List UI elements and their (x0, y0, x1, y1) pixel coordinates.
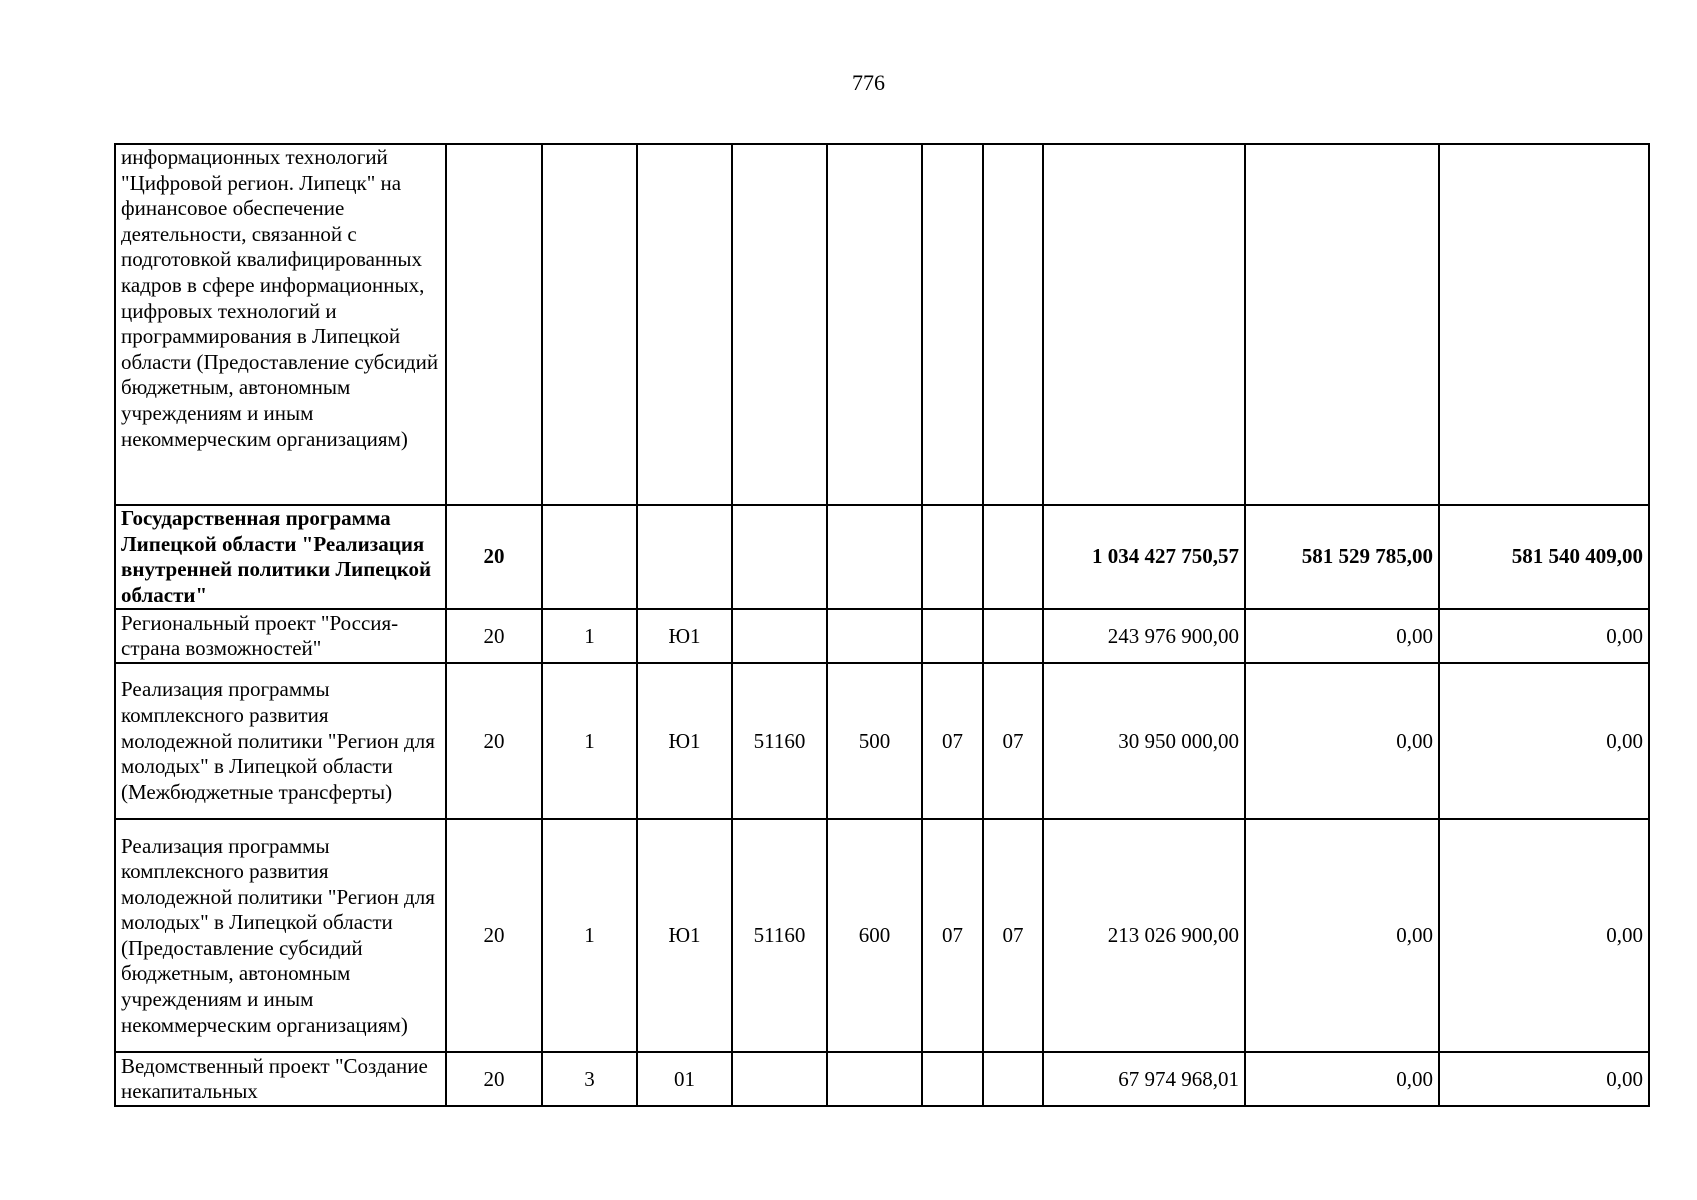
row-name: Региональный проект "Россия-страна возможностей" (115, 609, 446, 663)
code-cell: 20 (446, 1052, 542, 1106)
table-row (115, 144, 1649, 505)
code-cell: 07 (983, 819, 1043, 1052)
code-cell (732, 1052, 827, 1106)
amount-cell: 0,00 (1245, 663, 1439, 819)
code-cell: 01 (637, 1052, 732, 1106)
code-cell (922, 1052, 983, 1106)
code-cell: 500 (827, 663, 922, 819)
amount-cell: 0,00 (1439, 609, 1649, 663)
code-cell (922, 505, 983, 609)
code-cell (542, 505, 637, 609)
amount-cell (1439, 144, 1649, 505)
budget-table (114, 143, 1650, 1107)
page-number: 776 (852, 70, 885, 95)
code-cell (827, 144, 922, 505)
row-name: Государственная программа Липецкой области "Реализация внутренней политики Липецкой области" (115, 505, 446, 609)
amount-cell: 30 950 000,00 (1043, 663, 1245, 819)
code-cell: Ю1 (637, 609, 732, 663)
table-row (115, 609, 1649, 663)
amount-cell: 0,00 (1245, 819, 1439, 1052)
code-cell: 07 (983, 663, 1043, 819)
code-cell: 20 (446, 609, 542, 663)
amount-cell (1043, 144, 1245, 505)
amount-cell: 581 529 785,00 (1245, 505, 1439, 609)
code-cell: 20 (446, 663, 542, 819)
code-cell: Ю1 (637, 663, 732, 819)
table-row (115, 505, 1649, 609)
row-name: информационных технологий "Цифровой регион. Липецк" на финансовое обеспечение деятельности, связанной с подготовкой квалифицированных кадров в сфере информационных, цифровых технологий и программирования в Липецкой области (Предоставление субсидий бюджетным, автономным учреждениям и иным некоммерческим организациям) (115, 144, 446, 505)
code-cell (827, 1052, 922, 1106)
code-cell (732, 144, 827, 505)
code-cell (637, 144, 732, 505)
code-cell: 07 (922, 819, 983, 1052)
amount-cell: 581 540 409,00 (1439, 505, 1649, 609)
code-cell: Ю1 (637, 819, 732, 1052)
code-cell: 1 (542, 609, 637, 663)
code-cell (922, 609, 983, 663)
amount-cell: 0,00 (1439, 1052, 1649, 1106)
code-cell: 20 (446, 505, 542, 609)
amount-cell: 213 026 900,00 (1043, 819, 1245, 1052)
amount-cell: 1 034 427 750,57 (1043, 505, 1245, 609)
code-cell (827, 609, 922, 663)
table-row (115, 1052, 1649, 1106)
code-cell (983, 609, 1043, 663)
code-cell: 20 (446, 819, 542, 1052)
code-cell (922, 144, 983, 505)
table-row (115, 819, 1649, 1052)
row-name: Реализация программы комплексного развития молодежной политики "Регион для молодых" в Липецкой области (Межбюджетные трансферты) (115, 663, 446, 819)
table-row (115, 663, 1649, 819)
code-cell (732, 609, 827, 663)
row-name: Реализация программы комплексного развития молодежной политики "Регион для молодых" в Липецкой области (Предоставление субсидий бюджетным, автономным учреждениям и иным некоммерческим организациям) (115, 819, 446, 1052)
row-name: Ведомственный проект "Создание некапитальных (115, 1052, 446, 1106)
code-cell: 1 (542, 819, 637, 1052)
code-cell (542, 144, 637, 505)
code-cell: 51160 (732, 663, 827, 819)
code-cell: 3 (542, 1052, 637, 1106)
code-cell (732, 505, 827, 609)
amount-cell: 67 974 968,01 (1043, 1052, 1245, 1106)
amount-cell: 0,00 (1439, 819, 1649, 1052)
code-cell (827, 505, 922, 609)
code-cell: 600 (827, 819, 922, 1052)
amount-cell: 243 976 900,00 (1043, 609, 1245, 663)
code-cell (983, 144, 1043, 505)
code-cell (637, 505, 732, 609)
amount-cell: 0,00 (1245, 609, 1439, 663)
code-cell: 07 (922, 663, 983, 819)
code-cell (983, 505, 1043, 609)
code-cell: 51160 (732, 819, 827, 1052)
code-cell: 1 (542, 663, 637, 819)
amount-cell: 0,00 (1439, 663, 1649, 819)
code-cell (446, 144, 542, 505)
amount-cell: 0,00 (1245, 1052, 1439, 1106)
code-cell (983, 1052, 1043, 1106)
amount-cell (1245, 144, 1439, 505)
